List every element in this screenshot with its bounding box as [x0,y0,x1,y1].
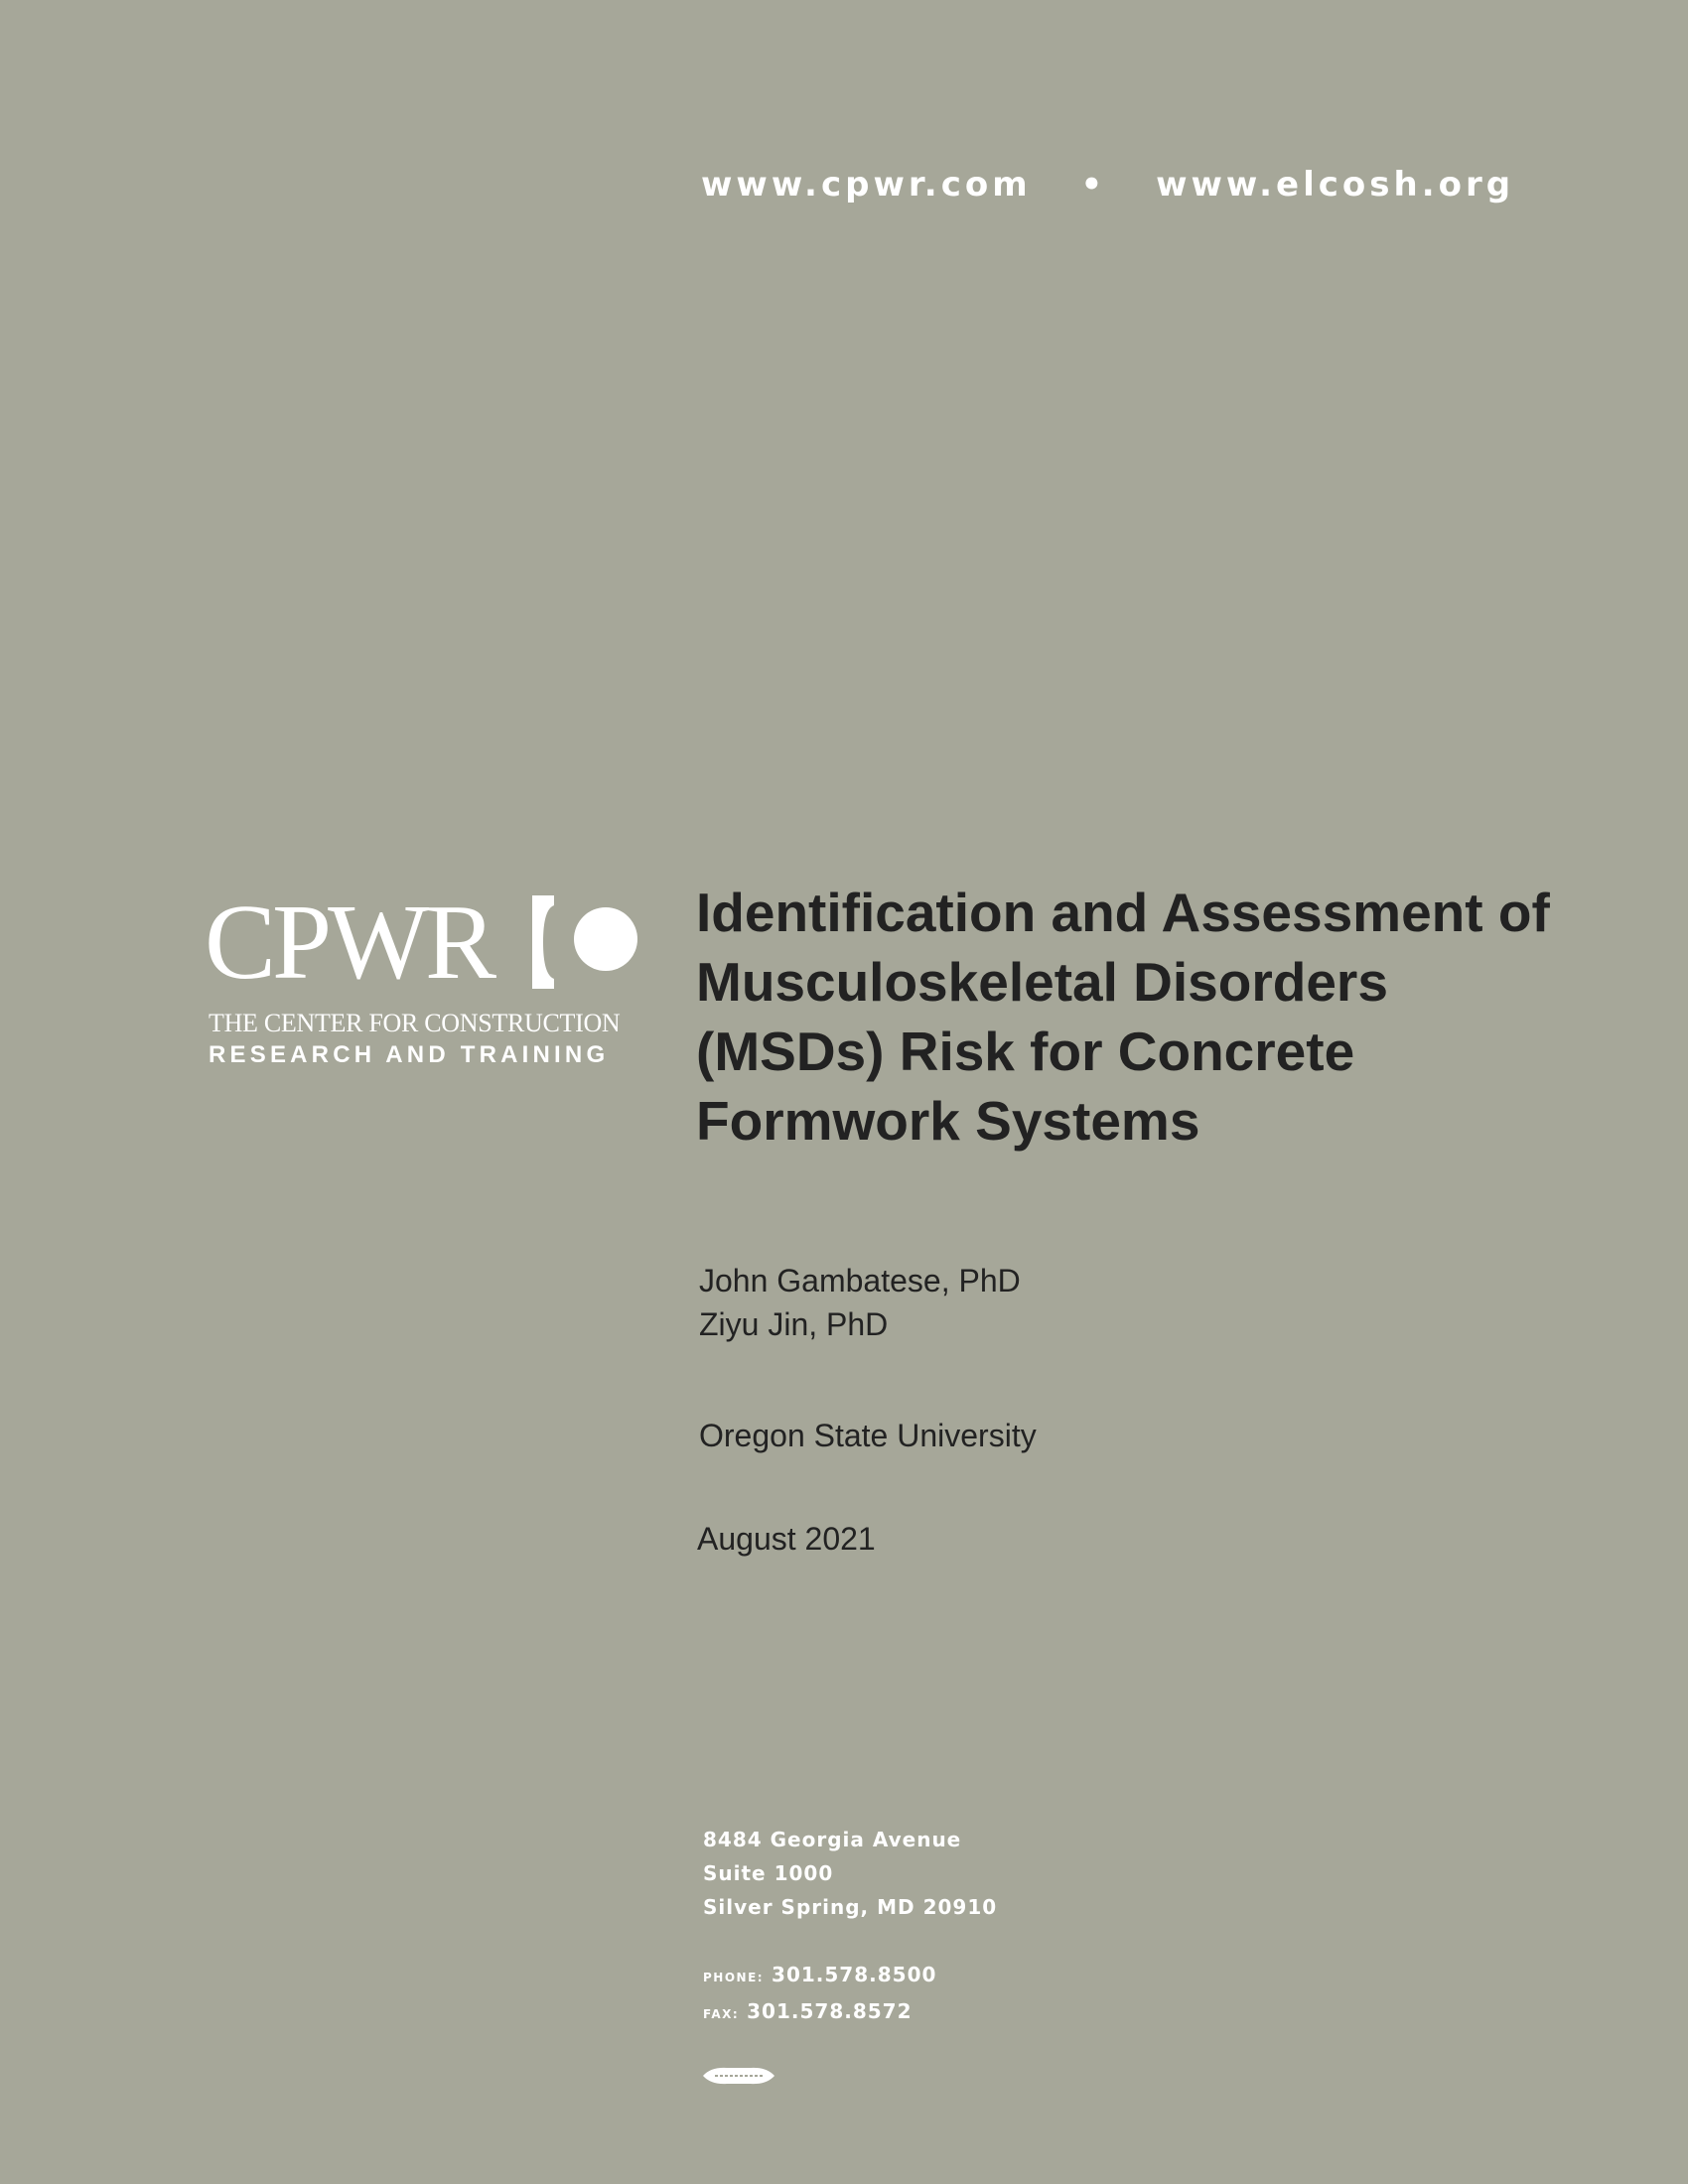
address-city: Silver Spring, MD 20910 [703,1895,998,1919]
fax-number: 301.578.8572 [747,1999,913,2023]
report-title-line: Musculoskeletal Disorders [696,951,1388,1013]
cpwr-mark-icon [522,895,641,989]
report-title-line: Identification and Assessment of [696,882,1550,943]
logo-tagline-line2: RESEARCH AND TRAINING [209,1041,610,1068]
union-label-icon [701,2065,776,2087]
elcosh-website-link[interactable]: www.elcosh.org [1156,165,1515,205]
author-name: Ziyu Jin, PhD [699,1306,889,1342]
phone-label: PHONE: [703,1971,765,1984]
author-name: John Gambatese, PhD [699,1263,1021,1298]
fax-line [703,1994,936,2031]
cpwr-logo [205,884,641,1072]
report-title-line: (MSDs) Risk for Concrete [696,1021,1355,1082]
address-street: 8484 Georgia Avenue [703,1828,962,1851]
mailing-address [703,1823,997,1924]
report-affiliation: Oregon State University [699,1418,1037,1453]
logo-tagline-line1: THE CENTER FOR CONSTRUCTION [209,1009,621,1037]
report-title-line: Formwork Systems [696,1090,1200,1152]
contact-info [703,1958,936,2031]
logo-wordmark: CPWR [205,884,493,1002]
cpwr-website-link[interactable]: www.cpwr.com [701,165,1032,205]
fax-label: FAX: [703,2007,740,2021]
phone-line [703,1958,936,1994]
report-date: August 2021 [697,1521,876,1557]
address-suite: Suite 1000 [703,1861,834,1885]
separator-bullet: • [1080,165,1107,205]
report-title [696,878,1619,1156]
header-websites [701,159,1514,210]
phone-number: 301.578.8500 [772,1963,937,1986]
report-authors [699,1259,1021,1346]
